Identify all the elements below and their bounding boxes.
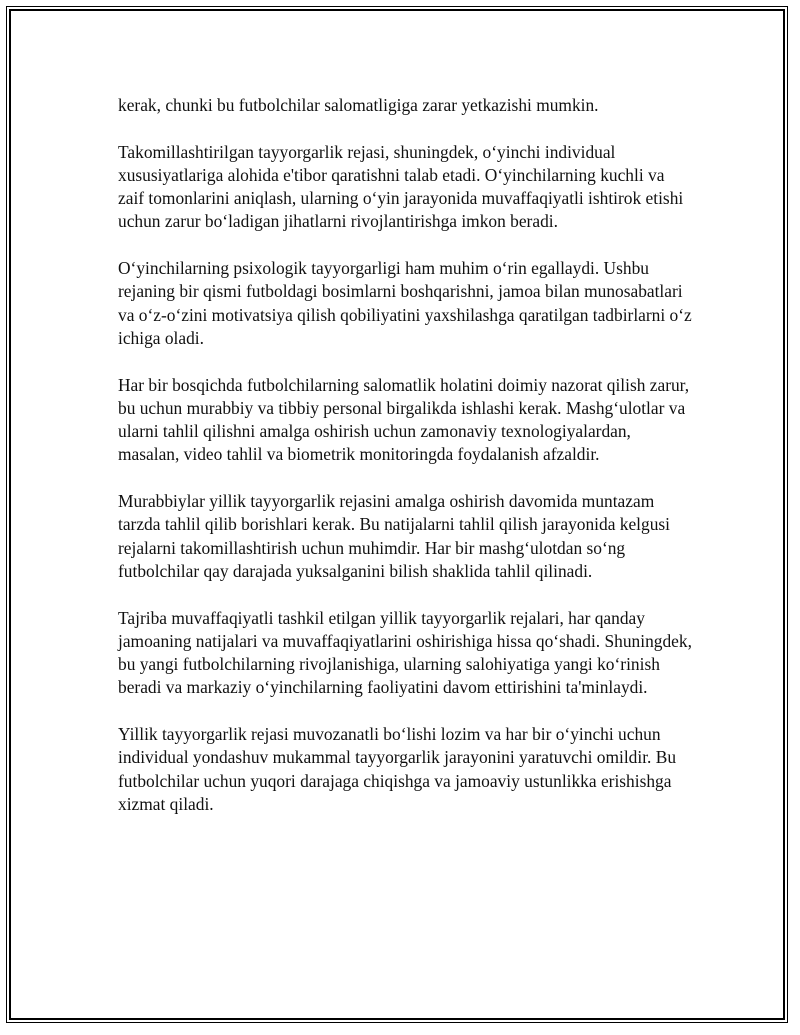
paragraph: Yillik tayyorgarlik rejasi muvozanatli bo‘lishi lozim va har bir o‘yinchi uchun individual yondashuv mukammal tayyorgarlik jarayonini yaratuvchi omildir. Bu futbolchilar uchun yuqori darajaga chiqishga va jamoaviy ustunlikka erishishga xizmat qiladi. bbox=[118, 724, 677, 814]
paragraph: O‘yinchilarning psixologik tayyorgarligi ham muhim o‘rin egallaydi. Ushbu rejaning bir qismi futboldagi bosimlarni boshqarishni, jamoa bilan munosabatlari va o‘z-o‘zini motivatsiya qilish qobiliyatini yaxshilashga qaratilgan tadbirlarni o‘z ichiga oladi. bbox=[118, 258, 692, 348]
document-body bbox=[118, 94, 694, 840]
paragraph: kerak, chunki bu futbolchilar salomatligiga zarar yetkazishi mumkin. bbox=[118, 95, 599, 115]
paragraph: Tajriba muvaffaqiyatli tashkil etilgan yillik tayyorgarlik rejalari, har qanday jamoaning natijalari va muvaffaqiyatlarini oshirishiga hissa qo‘shadi. Shuningdek, bu yangi futbolchilarning rivojlanishiga, ularning salohiyatiga yangi ko‘rinish beradi va markaziy o‘yinchilarning faoliyatini davom ettirishini ta'minlaydi. bbox=[118, 607, 692, 698]
paragraph: Takomillashtirilgan tayyorgarlik rejasi, shuningdek, o‘yinchi individual xususiyatlariga alohida e'tibor qaratishni talab etadi. O‘yinchilarning kuchli va zaif tomonlarini aniqlash, ularning o‘yin jarayonida muvaffaqiyatli ishtirok etishi uchun zarur bo‘ladigan jihatlarni rivojlantirishga imkon beradi. bbox=[118, 141, 684, 232]
paragraph: Har bir bosqichda futbolchilarning salomatlik holatini doimiy nazorat qilish zarur, bu uchun murabbiy va tibbiy personal birgalikda ishlashi kerak. Mashg‘ulotlar va ularni tahlil qilishni amalga oshirish uchun zamonaviy texnologiyalardan, masalan, video tahlil va biometrik monitoringda foydalanish afzaldir. bbox=[118, 374, 690, 465]
paragraph: Murabbiylar yillik tayyorgarlik rejasini amalga oshirish davomida muntazam tarzda tahlil qilib borishlari kerak. Bu natijalarni tahlil qilish jarayonida kelgusi rejalarni takomillashtirish uchun muhimdir. Har bir mashg‘ulotdan so‘ng futbolchilar qay darajada yuksalganini bilish shaklida tahlil qilinadi. bbox=[118, 491, 671, 581]
